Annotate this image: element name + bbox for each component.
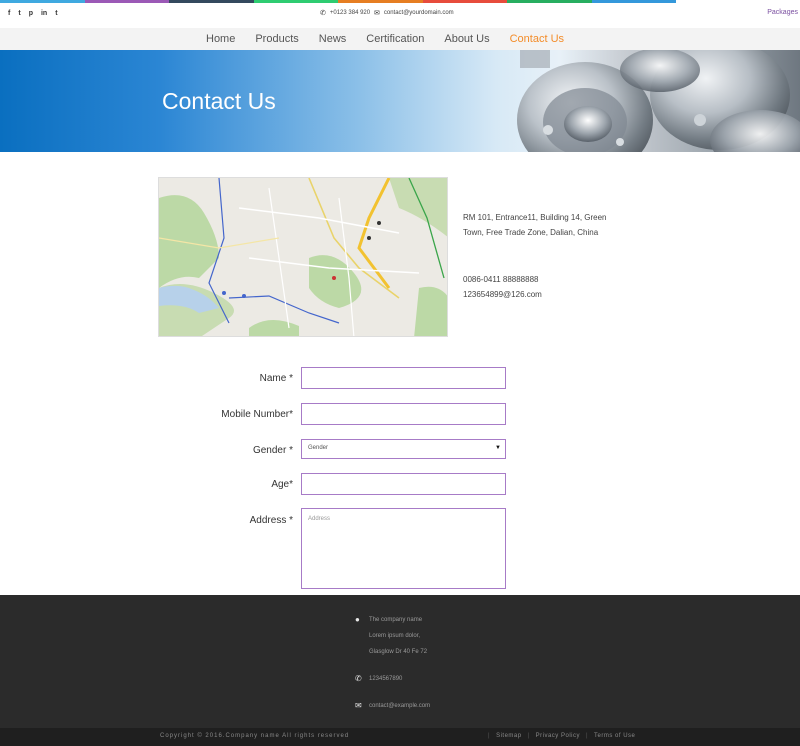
address-textarea[interactable]: Address <box>301 508 506 589</box>
top-phone-text: +0123 384 920 <box>329 10 371 16</box>
bottom-bar <box>0 728 800 746</box>
pinterest-icon[interactable]: p <box>28 10 33 17</box>
age-label: Age* <box>271 479 293 490</box>
top-phone <box>320 9 370 17</box>
top-bar <box>0 3 800 25</box>
footer-email-text[interactable]: contact@example.com <box>369 703 431 709</box>
terms-of-use-link[interactable]: Terms of Use <box>594 733 636 739</box>
nav-products[interactable]: Products <box>255 33 299 45</box>
footer <box>0 595 800 728</box>
nav-contact-us[interactable]: Contact Us <box>509 33 565 45</box>
map-graphic <box>159 178 448 337</box>
nav-news[interactable]: News <box>318 33 347 45</box>
packages-link[interactable]: Packages <box>767 9 798 16</box>
mobile-input[interactable] <box>301 403 506 425</box>
facebook-icon[interactable]: f <box>8 10 11 17</box>
age-input[interactable] <box>301 473 506 495</box>
contact-phone-email <box>463 272 542 302</box>
nav-about-us[interactable]: About Us <box>444 33 490 45</box>
main-nav <box>196 28 574 50</box>
envelope-icon: ✉ <box>374 10 380 17</box>
main-navbar <box>0 28 800 50</box>
address-line-1: RM 101, Entrance11, Building 14, Green <box>463 213 607 222</box>
gender-select[interactable] <box>301 439 506 459</box>
address-line-2: Town, Free Trade Zone, Dalian, China <box>463 228 599 237</box>
contact-phone: 0086-0411 88888888 <box>463 275 539 284</box>
contact-address <box>463 210 643 240</box>
footer-phone-text: 1234567890 <box>369 676 403 682</box>
dropdown-caret-icon: ▼ <box>495 445 501 451</box>
nav-certification[interactable]: Certification <box>366 33 425 45</box>
name-input[interactable] <box>301 367 506 389</box>
gender-select-value: Gender <box>308 445 329 451</box>
privacy-policy-link[interactable]: Privacy Policy <box>535 733 580 739</box>
envelope-icon: ✉ <box>355 701 362 710</box>
nav-home[interactable]: Home <box>206 33 236 45</box>
social-links <box>8 9 58 18</box>
twitter-icon[interactable]: t <box>18 10 21 17</box>
page-banner <box>0 50 800 152</box>
footer-company-line-2: Lorem ipsum dolor, <box>369 633 421 639</box>
machinery-image <box>0 50 800 152</box>
copyright-text: Copyright © 2016.Company name All rights reserved <box>160 733 350 739</box>
footer-company-line-1: The company name <box>369 617 423 623</box>
phone-icon: ✆ <box>355 674 362 683</box>
contact-email[interactable]: 123654899@126.com <box>463 290 542 299</box>
phone-icon: ✆ <box>320 10 326 17</box>
footer-company-line-3: Glasglow Dr 40 Fe 72 <box>369 649 428 655</box>
location-map[interactable] <box>158 177 448 337</box>
sitemap-link[interactable]: Sitemap <box>496 733 522 739</box>
map-marker-icon: ● <box>355 615 360 624</box>
tumblr-icon[interactable]: t <box>55 10 58 17</box>
page-title: Contact Us <box>162 88 276 114</box>
top-email[interactable] <box>374 9 454 17</box>
mobile-label: Mobile Number* <box>221 409 293 420</box>
address-label: Address * <box>249 515 293 526</box>
linkedin-icon[interactable]: in <box>40 10 48 17</box>
footer-links: | Sitemap | Privacy Policy | Terms of Use <box>488 733 641 739</box>
name-label: Name * <box>259 373 293 384</box>
gender-label: Gender * <box>252 445 293 456</box>
top-email-text[interactable]: contact@yourdomain.com <box>383 10 454 16</box>
